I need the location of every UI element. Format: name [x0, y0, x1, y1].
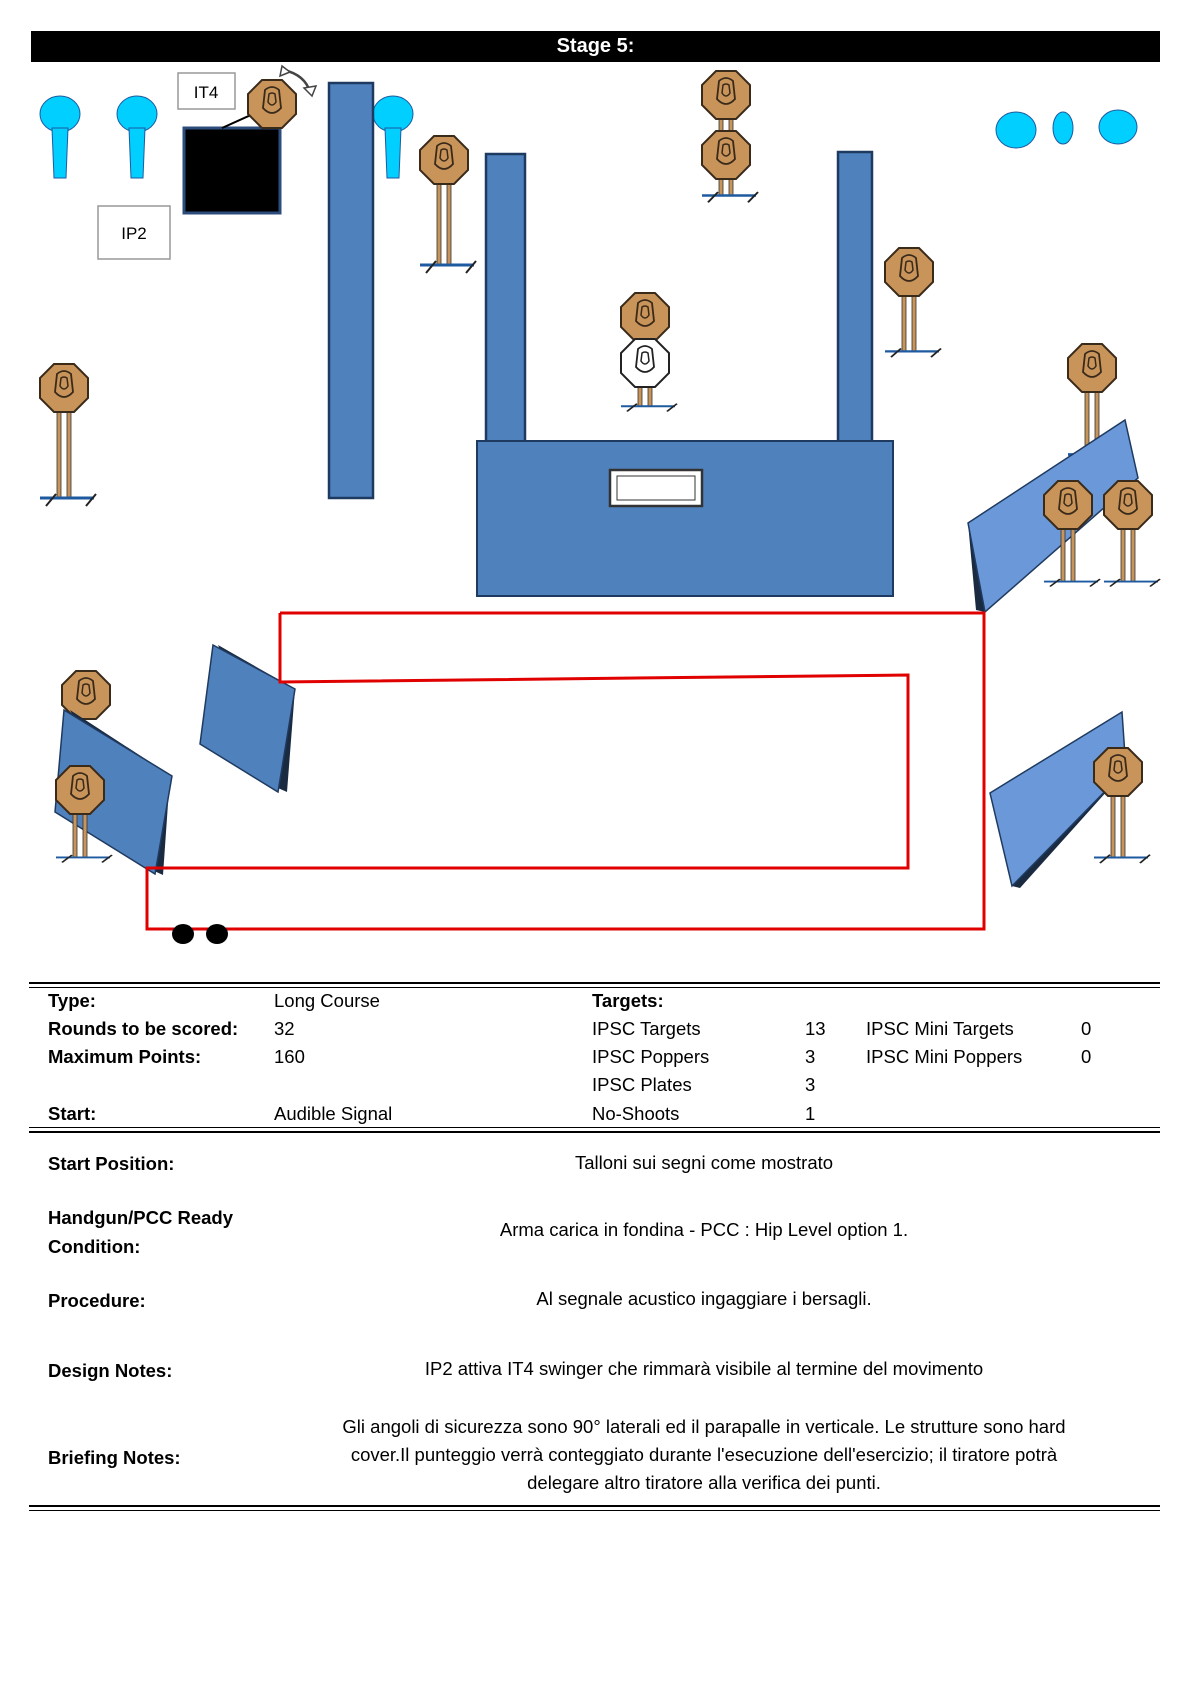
target-6 — [40, 364, 88, 412]
ipsc-targets-count: 13 — [805, 1018, 826, 1039]
ip2-activator — [184, 128, 280, 213]
wall-right-lower — [990, 712, 1126, 886]
ready-value: Arma carica in fondina - PCC : Hip Level option 1. — [499, 1219, 909, 1240]
start-mark-left — [172, 924, 194, 944]
mini-targets-count: 0 — [1081, 1018, 1092, 1039]
ip2-label: IP2 — [121, 224, 147, 243]
ready-label-2: Condition: — [48, 1236, 141, 1257]
wall-center-right — [838, 152, 872, 444]
target-4 — [885, 248, 933, 296]
rule-mid-2 — [29, 1131, 1160, 1133]
ipsc-targets-label: IPSC Targets — [592, 1018, 701, 1039]
targets-label: Targets: — [592, 990, 664, 1011]
type-label: Type: — [48, 990, 96, 1011]
popper-1 — [40, 96, 80, 178]
target-7 — [1068, 344, 1116, 392]
target-9 — [1104, 481, 1152, 529]
it4-label: IT4 — [193, 83, 219, 102]
target-12 — [1094, 748, 1142, 796]
stand-12 — [1094, 788, 1150, 864]
center-structure — [477, 441, 893, 596]
wall-tall-left — [329, 83, 373, 498]
briefing-line-3: delegare altro tiratore alla verifica dei punti. — [527, 1472, 881, 1493]
procedure-label: Procedure: — [48, 1290, 146, 1311]
rule-mid-1 — [29, 1127, 1160, 1128]
stage-title: Stage 5: — [31, 31, 1160, 62]
no-shoot-target — [621, 339, 669, 387]
briefing-line-1: Gli angoli di sicurezza sono 90° laterali ed il parapalle in verticale. Le strutture sono hard — [342, 1416, 1066, 1437]
plate-2 — [1053, 112, 1073, 144]
rule-top-2 — [29, 987, 1160, 988]
center-window — [610, 470, 702, 506]
procedure-value: Al segnale acustico ingaggiare i bersagli. — [536, 1288, 872, 1309]
points-label: Maximum Points: — [48, 1046, 202, 1067]
ipsc-plates-count: 3 — [805, 1074, 816, 1095]
plate-1 — [996, 112, 1036, 148]
mini-poppers-count: 0 — [1081, 1046, 1092, 1067]
plate-3 — [1099, 110, 1137, 144]
it4-swinger-target — [248, 80, 296, 128]
wall-center-left — [486, 154, 525, 446]
mini-poppers-label: IPSC Mini Poppers — [866, 1046, 1023, 1067]
start-position-label: Start Position: — [48, 1153, 175, 1174]
ipsc-plates-label: IPSC Plates — [592, 1074, 692, 1095]
start-value: Audible Signal — [274, 1103, 393, 1124]
design-notes-label: Design Notes: — [48, 1360, 173, 1381]
no-shoots-label: No-Shoots — [592, 1103, 680, 1124]
design-notes-value: IP2 attiva IT4 swinger che rimmarà visibile al termine del movimento — [424, 1358, 984, 1379]
no-shoots-count: 1 — [805, 1103, 816, 1124]
ipsc-poppers-label: IPSC Poppers — [592, 1046, 710, 1067]
briefing-notes-label: Briefing Notes: — [48, 1447, 181, 1468]
type-value: Long Course — [274, 990, 380, 1011]
ready-label-1: Handgun/PCC Ready — [48, 1207, 234, 1228]
ipsc-poppers-count: 3 — [805, 1046, 816, 1067]
target-10 — [62, 671, 110, 719]
target-8 — [1044, 481, 1092, 529]
points-value: 160 — [274, 1046, 305, 1067]
rounds-value: 32 — [274, 1018, 295, 1039]
rule-bottom-1 — [29, 1505, 1160, 1507]
briefing-line-2: cover.Il punteggio verrà conteggiato durante l'esecuzione dell'esercizio; il tiratore potrà — [350, 1444, 1058, 1465]
stand-6 — [40, 398, 96, 506]
start-label: Start: — [48, 1103, 97, 1124]
popper-3 — [373, 96, 413, 178]
mini-targets-label: IPSC Mini Targets — [866, 1018, 1014, 1039]
target-3 — [702, 131, 750, 179]
target-5 — [621, 293, 669, 341]
target-2 — [702, 71, 750, 119]
target-1 — [420, 136, 468, 184]
popper-2 — [117, 96, 157, 178]
target-11 — [56, 766, 104, 814]
rounds-label: Rounds to be scored: — [48, 1018, 239, 1039]
rule-bottom-2 — [29, 1510, 1160, 1511]
start-position-value: Talloni sui segni come mostrato — [574, 1152, 834, 1173]
rule-top-1 — [29, 982, 1160, 984]
start-mark-right — [206, 924, 228, 944]
